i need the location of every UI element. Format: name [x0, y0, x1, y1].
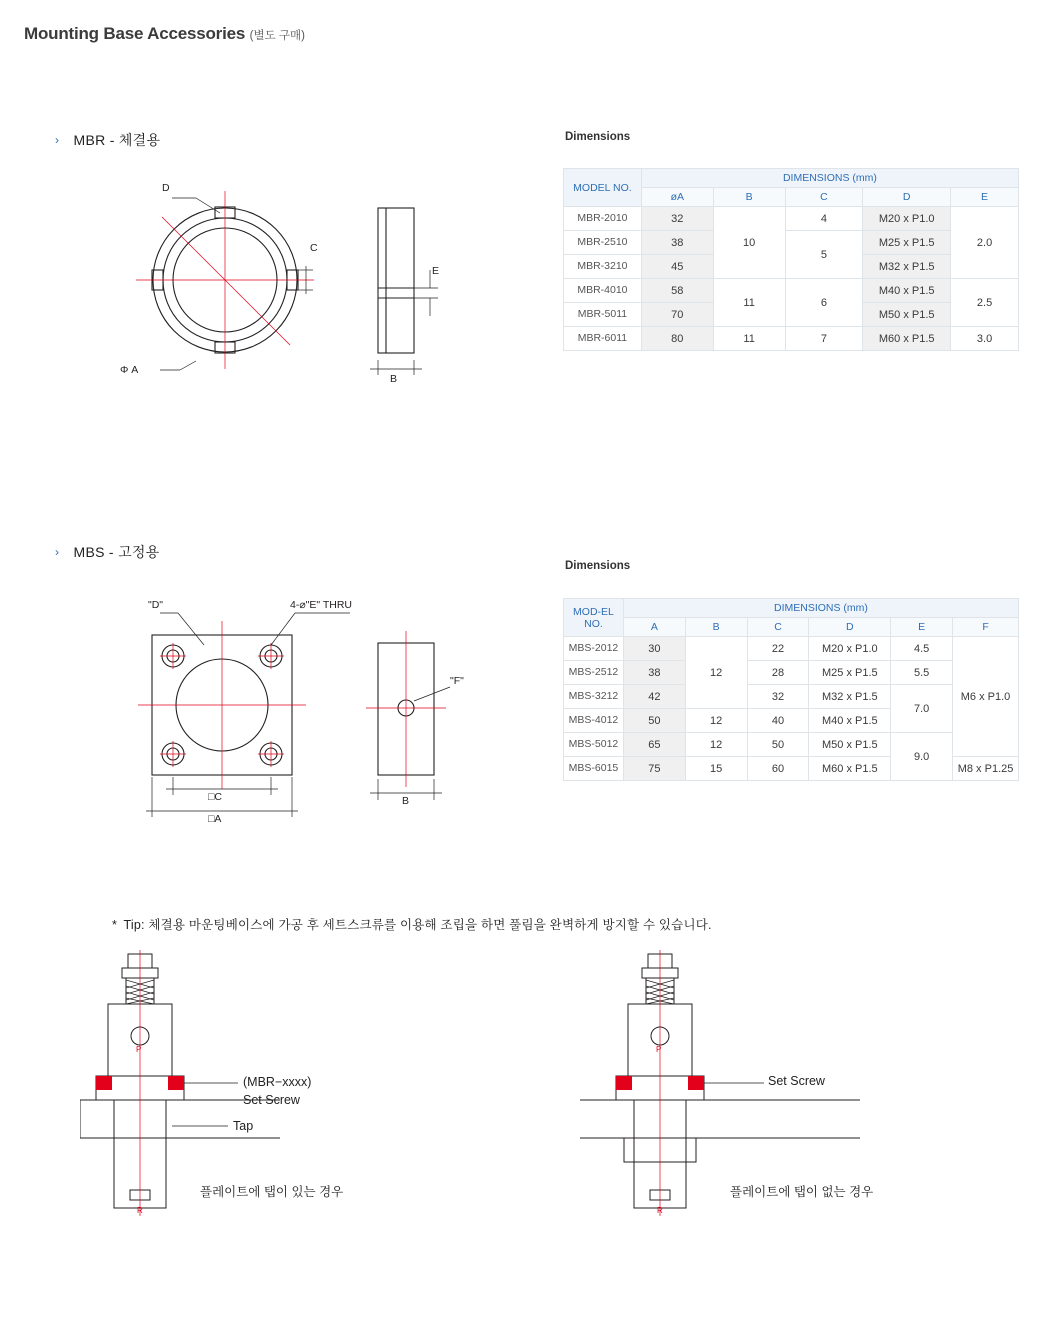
mbr-drawing	[120, 170, 540, 400]
mbs-cell-model-3: MBS-4012	[564, 709, 624, 733]
mbr-th-c: C	[785, 188, 863, 207]
mbs-cell-b-4: 12	[685, 733, 747, 757]
figure-right	[580, 950, 960, 1220]
mbr-cell-c-1: 5	[785, 231, 863, 279]
mbr-cell-a-5: 80	[641, 327, 713, 351]
mbr-th-e: E	[951, 188, 1019, 207]
mbs-cell-d-4: M50 x P1.5	[809, 733, 891, 757]
mbs-cell-d-0: M20 x P1.0	[809, 637, 891, 661]
mbs-cell-d-1: M25 x P1.5	[809, 661, 891, 685]
mbs-cell-c-1: 28	[747, 661, 809, 685]
mbs-label-b: B	[402, 795, 410, 807]
mbr-table-body	[564, 207, 1019, 351]
mbs-cell-model-0: MBS-2012	[564, 637, 624, 661]
mbs-th-f: F	[953, 618, 1019, 637]
mbr-cell-a-0: 32	[641, 207, 713, 231]
mbs-table-header-row	[564, 599, 1019, 618]
mbr-cell-d-2: M32 x P1.5	[863, 255, 951, 279]
mbs-cell-e-0: 4.5	[891, 637, 953, 661]
mbr-cell-b-5: 11	[713, 327, 785, 351]
mbr-cell-a-4: 70	[641, 303, 713, 327]
mbs-cell-a-4: 65	[623, 733, 685, 757]
mbs-cell-b-0: 12	[685, 637, 747, 709]
table-row	[564, 231, 1019, 255]
mbr-th-b: B	[713, 188, 785, 207]
mbs-cell-model-2: MBS-3212	[564, 685, 624, 709]
mbr-label-b: B	[390, 373, 398, 385]
mbr-cell-c-5: 7	[785, 327, 863, 351]
table-row	[564, 733, 1019, 757]
mbs-th-d: D	[809, 618, 891, 637]
mbs-cell-f-5: M8 x P1.25	[953, 757, 1019, 781]
mbs-label-d: "D"	[148, 599, 164, 611]
mbr-cell-model-3: MBR-4010	[564, 279, 642, 303]
page-title-subtitle: (별도 구매)	[249, 30, 305, 42]
mbs-cell-a-5: 75	[623, 757, 685, 781]
mbr-cell-c-3: 6	[785, 279, 863, 327]
section-heading-mbs	[55, 542, 160, 562]
figure-left-setscrew-label: Set Screw	[243, 1093, 300, 1107]
mbs-label-c: □C	[208, 791, 222, 803]
section-heading-mbr	[55, 130, 160, 150]
mbr-cell-e-0: 2.0	[951, 207, 1019, 279]
mbs-cell-b-3: 12	[685, 709, 747, 733]
mbs-table-subheader-row	[564, 618, 1019, 637]
mbr-cell-b-0: 10	[713, 207, 785, 279]
mbr-drawing-svg	[120, 170, 540, 400]
mbs-cell-d-5: M60 x P1.5	[809, 757, 891, 781]
mbs-cell-c-4: 50	[747, 733, 809, 757]
figure-left-tap-label: Tap	[233, 1119, 254, 1133]
mbs-cell-e-2: 7.0	[891, 685, 953, 733]
mbr-cell-model-2: MBR-3210	[564, 255, 642, 279]
table-row	[564, 685, 1019, 709]
mbs-cell-a-3: 50	[623, 709, 685, 733]
mbs-cell-c-2: 32	[747, 685, 809, 709]
mbs-cell-a-0: 30	[623, 637, 685, 661]
mbr-table-header-row	[564, 169, 1019, 188]
mbs-cell-model-1: MBS-2512	[564, 661, 624, 685]
mbs-label-f: "F"	[450, 675, 464, 687]
mbs-cell-c-5: 60	[747, 757, 809, 781]
mbs-table-body	[564, 637, 1019, 781]
mbr-cell-d-4: M50 x P1.5	[863, 303, 951, 327]
mbr-cell-c-0: 4	[785, 207, 863, 231]
table-row	[564, 637, 1019, 661]
dimensions-label-mbr: Dimensions	[565, 131, 631, 143]
mbr-cell-e-3: 2.5	[951, 279, 1019, 327]
chevron-right-icon: ›	[55, 545, 60, 559]
figure-right-mark-r: R	[657, 1206, 663, 1215]
mbs-drawing-svg	[120, 595, 540, 835]
mbs-cell-f-0: M6 x P1.0	[953, 637, 1019, 757]
mbr-cell-model-1: MBR-2510	[564, 231, 642, 255]
mbs-cell-d-2: M32 x P1.5	[809, 685, 891, 709]
mbs-cell-e-1: 5.5	[891, 661, 953, 685]
mbr-cell-model-4: MBR-5011	[564, 303, 642, 327]
mbs-drawing	[120, 595, 540, 835]
mbs-cell-c-0: 22	[747, 637, 809, 661]
mbr-cell-d-0: M20 x P1.0	[863, 207, 951, 231]
section-heading-mbs-label: MBS - 고정용	[73, 544, 160, 560]
mbs-dimensions-table	[563, 598, 1019, 781]
figure-left-mark-r: R	[137, 1206, 143, 1215]
mbr-cell-d-1: M25 x P1.5	[863, 231, 951, 255]
tip-text: Tip: 체결용 마운팅베이스에 가공 후 세트스크류를 이용해 조립을 하면 풀림을 완벽하게 방지할 수 있습니다.	[123, 918, 712, 932]
table-row	[564, 207, 1019, 231]
mbr-label-d: D	[162, 182, 170, 194]
mbs-cell-b-5: 15	[685, 757, 747, 781]
mbr-label-phi-a: Φ A	[120, 364, 139, 376]
mbs-table-head	[564, 599, 1019, 637]
mbr-cell-a-1: 38	[641, 231, 713, 255]
figure-right-caption: 플레이트에 탭이 없는 경우	[730, 1185, 874, 1199]
mbs-label-e-thru: 4-⌀"E" THRU	[290, 599, 353, 611]
page-title	[24, 24, 305, 44]
mbs-th-e: E	[891, 618, 953, 637]
page-title-text: Mounting Base Accessories	[24, 24, 246, 43]
mbr-cell-model-5: MBR-6011	[564, 327, 642, 351]
mbs-th-b: B	[685, 618, 747, 637]
mbs-cell-a-2: 42	[623, 685, 685, 709]
mbr-table-head	[564, 169, 1019, 207]
mbr-cell-a-3: 58	[641, 279, 713, 303]
mbr-cell-b-3: 11	[713, 279, 785, 327]
mbs-th-group: DIMENSIONS (mm)	[623, 599, 1018, 618]
figure-left-model-label: (MBR−xxxx)	[243, 1075, 312, 1089]
mbr-th-d: D	[863, 188, 951, 207]
figure-right-setscrew-label: Set Screw	[768, 1074, 825, 1088]
mbr-cell-d-5: M60 x P1.5	[863, 327, 951, 351]
table-row	[564, 279, 1019, 303]
mbr-th-model: MODEL NO.	[564, 169, 642, 207]
tip-note	[112, 915, 712, 933]
mbr-cell-model-0: MBR-2010	[564, 207, 642, 231]
mbs-cell-model-4: MBS-5012	[564, 733, 624, 757]
tip-marker: *	[112, 918, 118, 932]
table-row	[564, 661, 1019, 685]
mbr-th-a: øA	[641, 188, 713, 207]
dimensions-label-mbs: Dimensions	[565, 560, 631, 572]
mbs-cell-a-1: 38	[623, 661, 685, 685]
mbr-th-group: DIMENSIONS (mm)	[641, 169, 1018, 188]
figure-left-mark-p: P	[136, 1045, 142, 1054]
section-heading-mbr-label: MBR - 체결용	[73, 132, 161, 148]
mbr-label-e: E	[432, 265, 440, 277]
table-row	[564, 327, 1019, 351]
mbr-cell-d-3: M40 x P1.5	[863, 279, 951, 303]
mbs-cell-d-3: M40 x P1.5	[809, 709, 891, 733]
mbr-label-c: C	[310, 242, 318, 254]
mbr-cell-e-5: 3.0	[951, 327, 1019, 351]
mbs-cell-e-4: 9.0	[891, 733, 953, 781]
figure-left	[80, 950, 460, 1220]
figure-left-caption: 플레이트에 탭이 있는 경우	[200, 1185, 344, 1199]
mbr-cell-a-2: 45	[641, 255, 713, 279]
chevron-right-icon: ›	[55, 133, 60, 147]
mbs-cell-c-3: 40	[747, 709, 809, 733]
mbs-th-model: MOD-EL NO.	[564, 599, 624, 637]
mbs-th-a: A	[623, 618, 685, 637]
mbs-th-c: C	[747, 618, 809, 637]
mbs-cell-model-5: MBS-6015	[564, 757, 624, 781]
mbr-dimensions-table	[563, 168, 1019, 351]
mbs-label-a: □A	[208, 813, 222, 825]
figure-right-mark-p: P	[656, 1045, 662, 1054]
